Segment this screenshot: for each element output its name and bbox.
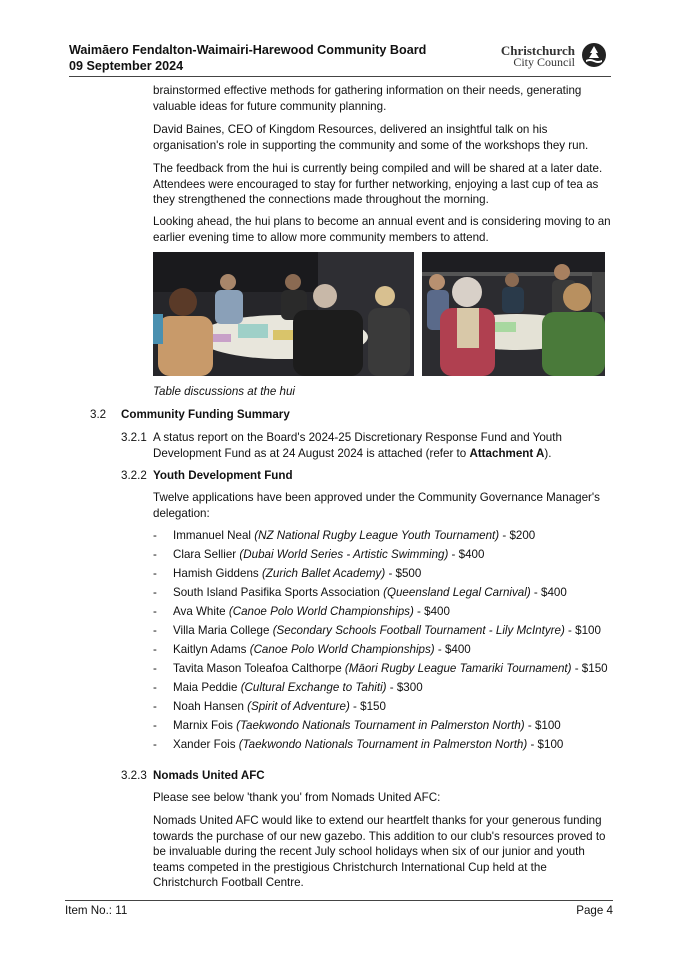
recipient-event: (Taekwondo Nationals Tournament in Palmerston North) xyxy=(236,719,525,732)
funding-recipient-list xyxy=(153,528,608,756)
recipient-amount: - $150 xyxy=(349,700,386,713)
recipient-event: (Spirit of Adventure) xyxy=(247,700,350,713)
council-logo xyxy=(497,42,607,70)
board-title: Waimāero Fendalton-Waimairi-Harewood Community Board xyxy=(69,43,427,57)
list-dash: - xyxy=(153,586,157,599)
funding-recipient-item xyxy=(153,547,608,566)
recipient-name: Tavita Mason Toleafoa Calthorpe xyxy=(173,662,342,675)
recipient-amount: - $400 xyxy=(448,548,485,561)
funding-recipient-item xyxy=(153,661,608,680)
subsection-3-2-3-title: Nomads United AFC xyxy=(153,769,265,782)
recipient-amount: - $400 xyxy=(413,605,450,618)
recipient-event: (Canoe Polo World Championships) xyxy=(249,643,435,656)
recipient-event: (Dubai World Series - Artistic Swimming) xyxy=(239,548,449,561)
recipient-event: (Cultural Exchange to Tahiti) xyxy=(240,681,387,694)
page-header xyxy=(69,42,611,78)
section-title: Community Funding Summary xyxy=(121,408,290,421)
recipient-amount: - $300 xyxy=(386,681,423,694)
intro-paragraph-2: David Baines, CEO of Kingdom Resources, delivered an insightful talk on his organisation's role in supporting the community and some of the workshops they run. xyxy=(153,123,589,152)
funding-recipient-item xyxy=(153,604,608,623)
hui-photo-right xyxy=(422,252,605,376)
recipient-name: Marnix Fois xyxy=(173,719,233,732)
recipient-name: Immanuel Neal xyxy=(173,529,251,542)
recipient-amount: - $100 xyxy=(564,624,601,637)
recipient-event: (Canoe Polo World Championships) xyxy=(228,605,414,618)
recipient-amount: - $400 xyxy=(530,586,567,599)
council-emblem-icon xyxy=(581,42,607,68)
recipient-event: (Taekwondo Nationals Tournament in Palmerston North) xyxy=(238,738,528,751)
list-dash: - xyxy=(153,662,157,675)
list-dash: - xyxy=(153,643,157,656)
recipient-name: Noah Hansen xyxy=(173,700,244,713)
recipient-event: (Māori Rugby League Tamariki Tournament) xyxy=(344,662,572,675)
logo-text-line1: Christchurch xyxy=(500,43,575,58)
funding-recipient-item xyxy=(153,699,608,718)
item-number: Item No.: 11 xyxy=(65,904,128,917)
intro-paragraph-3: The feedback from the hui is currently being compiled and will be shared at a later date. Attendees were encouraged to stay for further networking, enjoying a last cup of tea as they strengthened the connections made throughout the morning. xyxy=(153,162,603,207)
recipient-amount: - $500 xyxy=(385,567,422,580)
thank-you-letter: Nomads United AFC would like to extend our heartfelt thanks for your generous funding towards the purchase of our new gazebo. This addition to our club's resources proved to be invaluable during the recent July school holidays when six of our junior and youth teams competed in the prestigious Christchurch International Cup held at the Christchurch Football Centre. xyxy=(153,814,606,890)
list-dash: - xyxy=(153,605,157,618)
recipient-name: Maia Peddie xyxy=(173,681,238,694)
recipient-name: Villa Maria College xyxy=(173,624,270,637)
hui-photo-left xyxy=(153,252,414,376)
intro-paragraph-4: Looking ahead, the hui plans to become an annual event and is considering moving to an earlier evening time to allow more community members to attend. xyxy=(153,215,611,244)
list-dash: - xyxy=(153,738,157,751)
page-footer xyxy=(65,900,613,917)
recipient-amount: - $200 xyxy=(499,529,536,542)
subsection-number-3-2-1: 3.2.1 xyxy=(121,431,147,444)
section-number: 3.2 xyxy=(90,408,107,421)
subsection-3-2-1-text xyxy=(153,430,613,461)
subsection-3-2-2-title: Youth Development Fund xyxy=(153,469,293,482)
recipient-name: Hamish Giddens xyxy=(173,567,259,580)
funding-recipient-item xyxy=(153,585,608,604)
funding-recipient-item xyxy=(153,566,608,585)
list-dash: - xyxy=(153,529,157,542)
recipient-name: Xander Fois xyxy=(173,738,236,751)
funding-recipient-item xyxy=(153,642,608,661)
header-rule xyxy=(69,76,611,77)
recipient-amount: - $400 xyxy=(434,643,471,656)
attachment-link-text: Attachment A xyxy=(469,446,545,460)
recipient-event: (NZ National Rugby League Youth Tournament) xyxy=(254,529,500,542)
photo-caption: Table discussions at the hui xyxy=(153,385,296,398)
recipient-name: South Island Pasifika Sports Association xyxy=(173,586,380,599)
recipient-amount: - $100 xyxy=(527,738,564,751)
list-dash: - xyxy=(153,624,157,637)
list-dash: - xyxy=(153,700,157,713)
logo-text-line2: City Council xyxy=(513,55,575,69)
meeting-date: 09 September 2024 xyxy=(69,59,184,73)
funding-recipient-item xyxy=(153,623,608,642)
recipient-name: Clara Sellier xyxy=(173,548,237,561)
recipient-event: (Queensland Legal Carnival) xyxy=(383,586,531,599)
recipient-name: Ava White xyxy=(173,605,226,618)
intro-paragraph-1: brainstormed effective methods for gathering information on their needs, generating valuable ideas for future community planning. xyxy=(153,84,582,113)
subsection-number-3-2-2: 3.2.2 xyxy=(121,469,147,482)
funding-recipient-item xyxy=(153,528,608,547)
subsection-3-2-2-intro: Twelve applications have been approved under the Community Governance Manager's delegation: xyxy=(153,491,600,520)
list-dash: - xyxy=(153,548,157,561)
attachment-text-end: ). xyxy=(544,446,552,460)
funding-recipient-item xyxy=(153,718,608,737)
list-dash: - xyxy=(153,719,157,732)
recipient-event: (Secondary Schools Football Tournament - Lily McIntyre) xyxy=(272,624,565,637)
recipient-event: (Zurich Ballet Academy) xyxy=(261,567,386,580)
attachment-text: A status report on the Board's 2024-25 Discretionary Response Fund and Youth Development Fund as at 24 August 2024 is attached (refer to xyxy=(153,431,562,460)
list-dash: - xyxy=(153,567,157,580)
list-dash: - xyxy=(153,681,157,694)
recipient-name: Kaitlyn Adams xyxy=(173,643,247,656)
funding-recipient-item xyxy=(153,680,608,699)
recipient-amount: - $100 xyxy=(524,719,561,732)
recipient-amount: - $150 xyxy=(571,662,608,675)
funding-recipient-item xyxy=(153,737,608,756)
page-number: Page 4 xyxy=(576,904,613,917)
subsection-3-2-3-intro: Please see below 'thank you' from Nomads United AFC: xyxy=(153,791,441,804)
subsection-number-3-2-3: 3.2.3 xyxy=(121,769,147,782)
